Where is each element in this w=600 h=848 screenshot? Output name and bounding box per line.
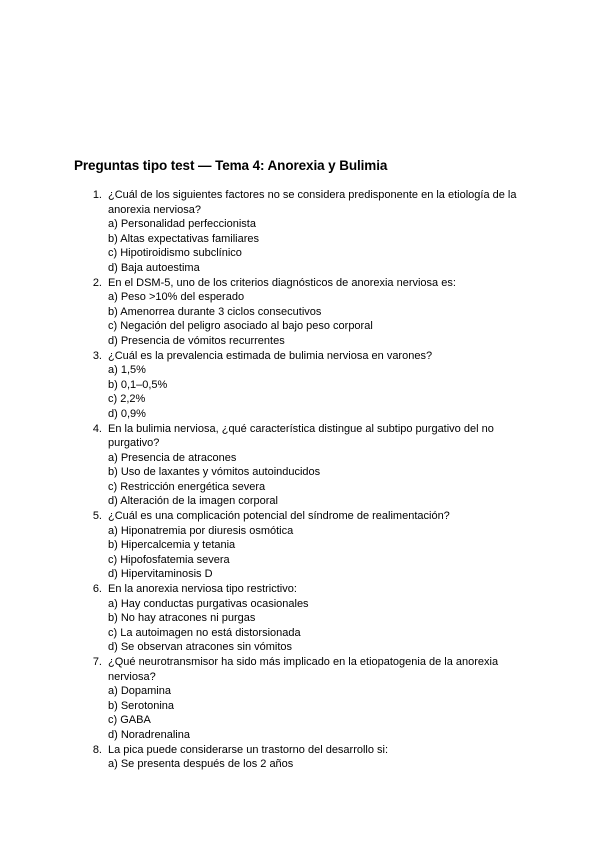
answer-option: a) Se presenta después de los 2 años	[108, 758, 294, 771]
question-item	[84, 349, 544, 422]
answer-option: a) Presencia de atracones	[108, 451, 237, 464]
answer-option: d) Alteración de la imagen corporal	[108, 495, 278, 508]
answer-option: b) No hay atracones ni purgas	[108, 612, 256, 625]
question-text: La pica puede considerarse un trastorno del desarrollo si:	[108, 743, 389, 756]
answer-option: b) 0,1–0,5%	[108, 378, 168, 391]
answer-option: b) Serotonina	[108, 699, 175, 712]
answer-option: c) Hipofosfatemia severa	[108, 553, 230, 566]
question-number: 7.	[92, 656, 102, 668]
question-text: En la bulimia nerviosa, ¿qué característica distingue al subtipo purgativo del no purgativo?	[108, 422, 494, 450]
question-number: 6.	[92, 583, 102, 596]
answer-option: c) 2,2%	[108, 393, 146, 406]
answer-option: d) Se observan atracones sin vómitos	[108, 641, 293, 654]
question-item	[84, 276, 544, 349]
question-text: ¿Qué neurotransmisor ha sido más implicado en la etiopatogenia de la anorexia nerviosa?	[108, 656, 499, 683]
question-item	[84, 509, 544, 582]
question-number: 8.	[92, 743, 102, 756]
question-number: 2.	[92, 276, 102, 289]
answer-option: c) La autoimagen no está distorsionada	[108, 626, 301, 639]
question-text: ¿Cuál de los siguientes factores no se considera predisponente en la etiología de la anorexia nerviosa?	[108, 189, 517, 216]
answer-option: b) Amenorrea durante 3 ciclos consecutivos	[108, 305, 322, 318]
question-text: En el DSM-5, uno de los criterios diagnósticos de anorexia nerviosa es:	[108, 276, 456, 289]
question-number: 4.	[92, 422, 102, 435]
question-text: ¿Cuál es la prevalencia estimada de bulimia nerviosa en varones?	[108, 349, 433, 362]
answer-option: a) Hay conductas purgativas ocasionales	[108, 597, 309, 610]
question-item	[84, 743, 544, 772]
question-list	[84, 188, 544, 772]
answer-option: a) Peso >10% del esperado	[108, 291, 245, 304]
answer-option: c) Restricción energética severa	[108, 480, 266, 493]
answer-option: c) GABA	[108, 714, 151, 727]
question-item	[84, 582, 544, 655]
question-item	[84, 422, 544, 510]
answer-option: d) 0,9%	[108, 407, 146, 420]
answer-option: b) Hipercalcemia y tetania	[108, 539, 236, 552]
answer-option: d) Hipervitaminosis D	[108, 568, 213, 581]
answer-option: d) Noradrenalina	[108, 728, 190, 741]
page-title: Preguntas tipo test — Tema 4: Anorexia y Bulimia	[74, 158, 388, 173]
question-number: 3.	[92, 349, 102, 362]
answer-option: a) Personalidad perfeccionista	[108, 218, 256, 231]
answer-option: a) 1,5%	[108, 364, 146, 377]
answer-option: c) Hipotiroidismo subclínico	[108, 247, 242, 260]
answer-option: a) Dopamina	[108, 685, 171, 698]
question-number: 5.	[92, 510, 102, 523]
question-number: 1.	[92, 189, 102, 201]
answer-option: d) Baja autoestima	[108, 261, 200, 274]
answer-option: a) Hiponatremia por diuresis osmótica	[108, 524, 294, 537]
answer-option: d) Presencia de vómitos recurrentes	[108, 334, 285, 347]
answer-option: b) Altas expectativas familiares	[108, 232, 260, 245]
question-text: ¿Cuál es una complicación potencial del síndrome de realimentación?	[108, 510, 450, 523]
answer-option: b) Uso de laxantes y vómitos autoinducidos	[108, 466, 321, 479]
question-item	[84, 655, 544, 743]
question-item	[84, 188, 544, 276]
question-text: En la anorexia nerviosa tipo restrictivo:	[108, 583, 297, 596]
answer-option: c) Negación del peligro asociado al bajo peso corporal	[108, 320, 373, 333]
